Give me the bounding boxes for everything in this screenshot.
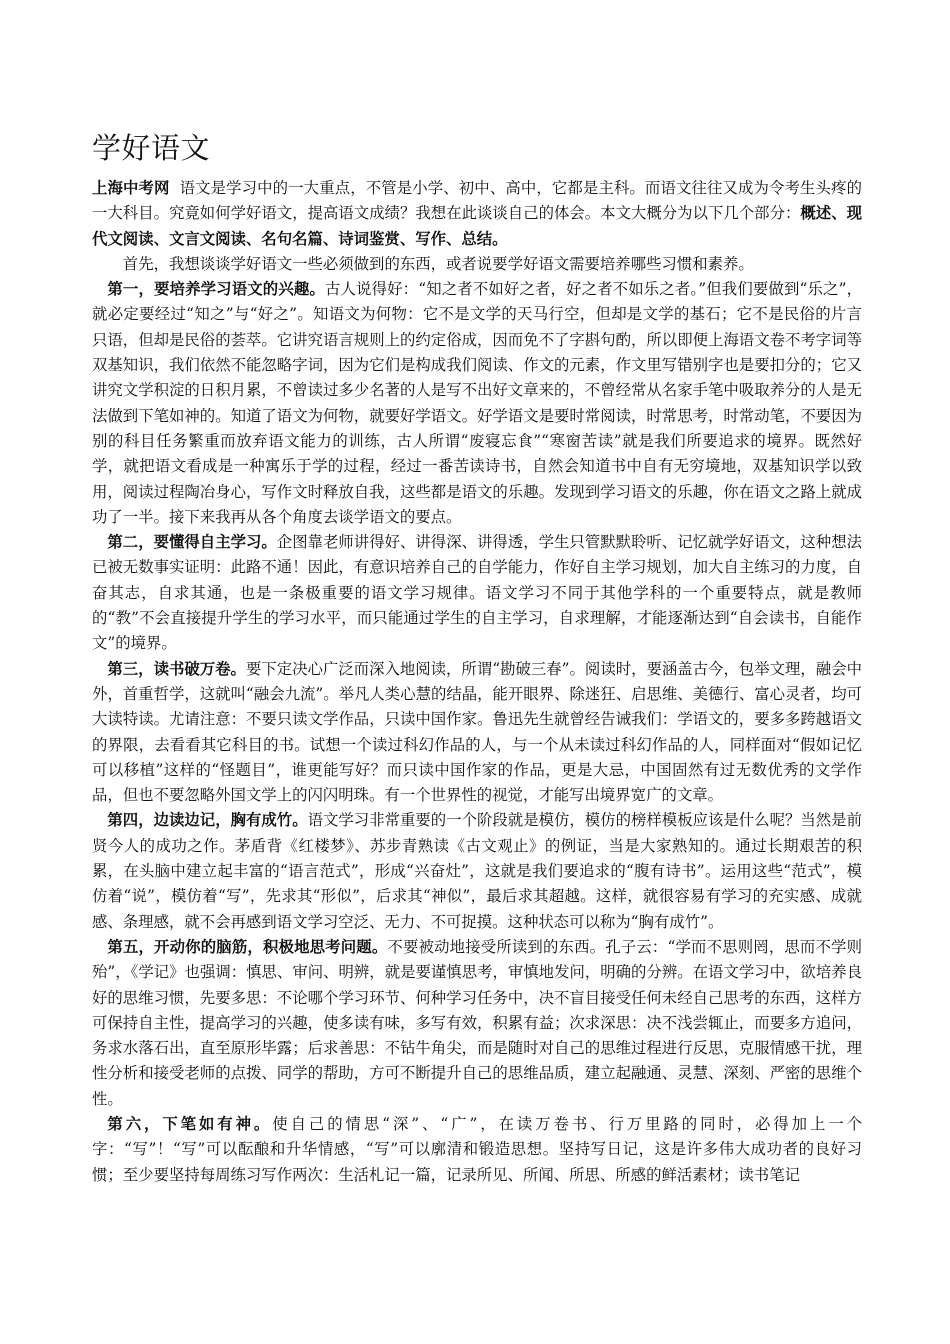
section-body-1: 古人说得好：“知之者不如好之者，好之者不如乐之者。”但我们要做到“乐之”，就必定要经过“知之”与“好之”。知语文为何物：它不是文学的天马行空，但却是文学的基石；它不是民俗的片言只语，但却是民俗的荟萃。它讲究语言规则上的约定俗成，因而免不了字斟句酌，所以即便上海语文卷不考字词等双基知识，我们依然不能忽略字词，因为它们是构成我们阅读、作文的元素，作文里写错别字也是要扣分的；它又讲究文学积淀的日积月累，不曾读过多少名著的人是写不出好文章来的，不曾经常从名家手笔中吸取养分的人是无法做到下笔如神的。知道了语文为何物，就要好学语文。好学语文是要时常阅读，时常思考，时常动笔，不要因为别的科目任务繁重而放弃语文能力的训练，古人所谓“废寝忘食”“寒窗苦读”就是我们所要追求的境界。既然好学，就把语文看成是一种寓乐于学的过程，经过一番苦读诗书，自然会知道书中自有无穷境地，双基知识学以致用，阅读过程陶冶身心，写作文时释放自我，这些都是语文的乐趣。发现到学习语文的乐趣，你在语文之路上就成功了一半。接下来我再从各个角度去谈学语文的要点。 [92,280,862,526]
section-paragraph-1 [92,277,862,530]
section-body-6: 使自己的情思“深”、“广”，在读万卷书、行万里路的同时，必得加上一个字：“写”！“写”可以酝酿和升华情感，“写”可以廓清和锻造思想。坚持写日记，这是许多伟大成功者的良好习惯；至少要坚持每周练习写作两次：生活札记一篇，记录所见、所闻、所思、所感的鲜活素材；读书笔记 [92,1114,862,1184]
section-paragraph-4 [92,808,862,934]
section-body-3: 要下定决心广泛而深入地阅读，所谓“勘破三春”。阅读时，要涵盖古今，包举文理，融会中外，首重哲学，这就叫“融会九流”。举凡人类心慧的结晶，能开眼界、除迷狂、启思维、美德行、富心灵者，均可大读特读。尤请注意：不要只读文学作品，只读中国作家。鲁迅先生就曾经告诫我们：学语文的，要多多跨越语文的界限，去看看其它科目的书。试想一个读过科幻作品的人，与一个从未读过科幻作品的人，同样面对“假如记忆可以移植”这样的“怪题目”，谁更能写好？而只读中国作家的作品，更是大忌，中国固然有过无数优秀的文学作品，但也不要忽略外国文学上的闪闪明珠。有一个世界性的视觉，才能写出境界宽广的文章。 [92,659,862,805]
document-page [92,126,862,1188]
source-label: 上海中考网 [92,179,170,197]
section-body-5: 不要被动地接受所读到的东西。孔子云：“学而不思则罔，思而不学则殆”，《学记》也强调：慎思、审问、明辨，就是要谨慎思考，审慎地发问，明确的分辨。在语文学习中，欲培养良好的思维习惯，先要多思：不论哪个学习环节、何种学习任务中，决不盲目接受任何未经自己思考的东西，这样方可保持自主性，提高学习的兴趣，使多读有味，多写有效，积累有益；次求深思：决不浅尝辄止，而要多方追问，务求水落石出，直至原形毕露；后求善思：不钻牛角尖，而是随时对自己的思维过程进行反思，克服情感干扰，理性分析和接受老师的点拨、同学的帮助，方可不断提升自己的思维品质，建立起融通、灵慧、深刻、严密的思维个性。 [92,937,862,1108]
intro-parts: 概述、现代文阅读、文言文阅读、名句名篇、诗词鉴赏、写作、总结。 [92,204,862,248]
section-heading-2: 第二，要懂得自主学习。 [107,533,277,552]
intro-paragraph [92,176,862,252]
document-title: 学好语文 [92,131,211,165]
section-heading-6: 第六，下笔如有神。 [107,1114,273,1133]
section-heading-3: 第三，读书破万卷。 [107,659,246,678]
section-paragraph-6 [92,1112,862,1188]
section-paragraph-2 [92,530,862,656]
section-body-2: 企图靠老师讲得好、讲得深、讲得透，学生只管默默聆听、记忆就学好语文，这种想法已被无数事实证明：此路不通！因此，有意识培养自己的自学能力，作好自主学习规划，加大自主练习的力度，自奋其志，自求其通，也是一条极重要的语文学习规律。语文学习不同于其他学科的一个重要特点，就是教师的“教”不会直接提升学生的学习水平，而只能通过学生的自主学习，自求理解，才能逐渐达到“自会读书，自能作文”的境界。 [92,533,862,653]
section-heading-1: 第一，要培养学习语文的兴趣。 [107,280,325,299]
section-body-4: 语文学习非常重要的一个阶段就是模仿，模仿的榜样模板应该是什么呢？当然是前贤今人的成功之作。茅盾背《红楼梦》、苏步青熟读《古文观止》的例证，当是大家熟知的。通过长期艰苦的积累，在头脑中建立起丰富的“语言范式”，形成“兴奋灶”，这就是我们要追求的“腹有诗书”。运用这些“范式”，模仿着“说”，模仿着“写”，先求其“形似”，后求其“神似”，最后求其超越。这样，就很容易有学习的充实感、成就感、条理感，就不会再感到语文学习空泛、无力、不可捉摸。这种状态可以称为“胸有成竹”。 [92,811,862,931]
section-heading-4: 第四，边读边记，胸有成竹。 [107,811,308,830]
section-paragraph-3 [92,657,862,809]
section-heading-5: 第五，开动你的脑筋，积极地思考问题。 [107,937,388,956]
section-paragraph-5 [92,935,862,1112]
opening-paragraph: 首先，我想谈谈学好语文一些必须做到的东西，或者说要学好语文需要培养哪些习惯和素养。 [122,254,754,273]
intro-text: 语文是学习中的一大重点，不管是小学、初中、高中，它都是主科。而语文往往又成为令考生头疼的一大科目。究竟如何学好语文，提高语文成绩？我想在此谈谈自己的体会。本文大概分为以下几个部分： [92,179,862,223]
